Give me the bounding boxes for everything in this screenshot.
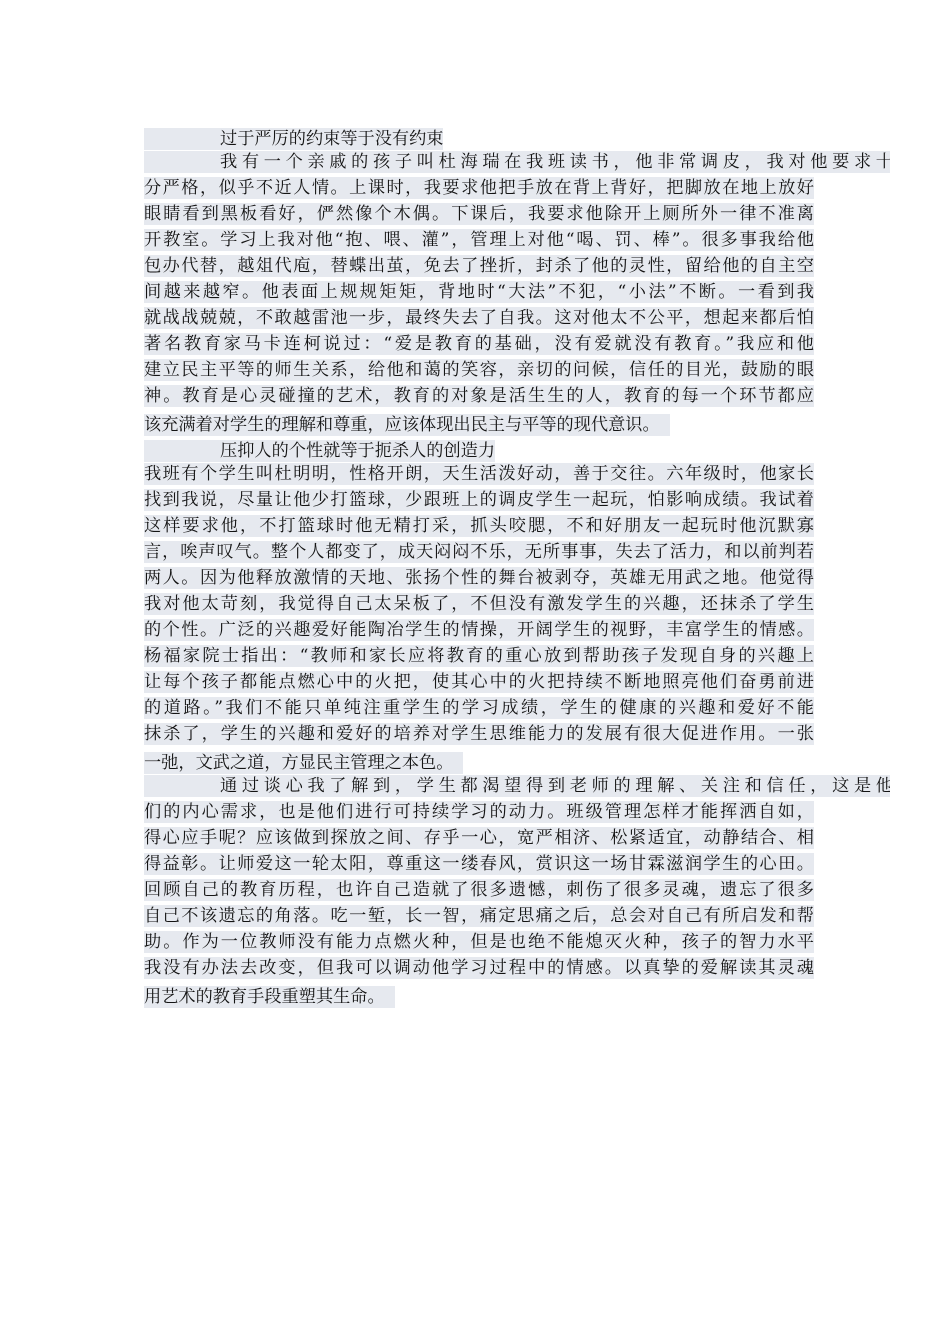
text-line-content: 自己不该遗忘的角落。吃一堑，长一智，痛定思痛之后，总会对自己有所启发和帮 bbox=[144, 906, 814, 926]
text-line bbox=[144, 229, 814, 255]
document-body bbox=[144, 125, 890, 1009]
text-line-content: 眼睛看到黑板看好，俨然像个木偶。下课后，我要求他除开上厕所外一律不准离 bbox=[144, 204, 814, 224]
text-line-content: 言，唉声叹气。整个人都变了，成天闷闷不乐，无所事事，失去了活力，和以前判若 bbox=[144, 542, 814, 562]
text-line bbox=[144, 697, 814, 723]
text-line bbox=[144, 515, 814, 541]
text-line bbox=[144, 983, 814, 1009]
text-line-content: 一弛，文武之道，方显民主管理之本色。 bbox=[144, 752, 463, 774]
text-line-content: 间越来越窄。他表面上规规矩矩，背地时“大法”不犯，“小法”不断。一看到我 bbox=[144, 282, 814, 302]
text-line bbox=[144, 775, 890, 801]
text-line-content: 找到我说，尽量让他少打篮球，少跟班上的调皮学生一起玩，怕影响成绩。我试着 bbox=[144, 490, 814, 510]
text-line bbox=[144, 567, 814, 593]
text-line bbox=[144, 411, 814, 437]
text-line bbox=[144, 151, 890, 177]
text-line-content: 建立民主平等的师生关系，给他和蔼的笑容，亲切的问候，信任的目光，鼓励的眼 bbox=[144, 360, 814, 380]
text-line bbox=[144, 853, 814, 879]
text-line bbox=[144, 671, 814, 697]
text-line-content: 我班有个学生叫杜明明，性格开朗，天生活泼好动，善于交往。六年级时，他家长 bbox=[144, 464, 814, 484]
text-line-content: 压抑人的个性就等于扼杀人的创造力 bbox=[144, 440, 495, 462]
text-line-content: 们的内心需求，也是他们进行可持续学习的动力。班级管理怎样才能挥洒自如， bbox=[144, 802, 814, 822]
text-line bbox=[144, 385, 814, 411]
text-line-content: 我没有办法去改变，但我可以调动他学习过程中的情感。以真挚的爱解读其灵魂 bbox=[144, 958, 814, 978]
text-line-content: 开教室。学习上我对他“抱、喂、灌”，管理上对他“喝、罚、棒”。很多事我给他 bbox=[144, 230, 814, 250]
text-line-content: 回顾自己的教育历程，也许自己造就了很多遗憾，刺伤了很多灵魂，遗忘了很多 bbox=[144, 880, 814, 900]
text-line bbox=[144, 255, 814, 281]
text-line bbox=[144, 203, 814, 229]
text-line bbox=[144, 333, 814, 359]
text-line bbox=[144, 749, 814, 775]
text-line bbox=[144, 281, 814, 307]
text-line-content: 助。作为一位教师没有能力点燃火种，但是也绝不能熄灭火种，孩子的智力水平 bbox=[144, 932, 814, 952]
text-line bbox=[144, 307, 814, 333]
text-line bbox=[144, 931, 814, 957]
text-line bbox=[144, 359, 814, 385]
text-line-content: 这样要求他，不打篮球时他无精打采，抓头咬腮，不和好朋友一起玩时他沉默寡 bbox=[144, 516, 814, 536]
text-line-content: 抹杀了，学生的兴趣和爱好的培养对学生思维能力的发展有很大促进作用。一张 bbox=[144, 724, 814, 744]
text-line bbox=[144, 905, 814, 931]
text-line-content: 我对他太苛刻，我觉得自己太呆板了，不但没有激发学生的兴趣，还抹杀了学生 bbox=[144, 594, 814, 614]
text-line-content: 通过谈心我了解到，学生都渴望得到老师的理解、关注和信任，这是他 bbox=[144, 775, 890, 797]
text-line-content: 用艺术的教育手段重塑其生命。 bbox=[144, 986, 395, 1008]
text-line-content: 让每个孩子都能点燃心中的火把，使其心中的火把持续不断地照亮他们奋勇前进 bbox=[144, 672, 814, 692]
text-line-content: 该充满着对学生的理解和尊重，应该体现出民主与平等的现代意识。 bbox=[144, 414, 670, 436]
text-line bbox=[144, 489, 814, 515]
text-line bbox=[144, 437, 814, 463]
text-line bbox=[144, 957, 814, 983]
text-line bbox=[144, 593, 814, 619]
text-line bbox=[144, 125, 814, 151]
text-line bbox=[144, 645, 814, 671]
text-line-content: 我有一个亲戚的孩子叫杜海瑞在我班读书，他非常调皮，我对他要求十 bbox=[144, 151, 890, 173]
text-line bbox=[144, 541, 814, 567]
text-line bbox=[144, 801, 814, 827]
text-line bbox=[144, 463, 814, 489]
text-line bbox=[144, 879, 814, 905]
text-line-content: 著名教育家马卡连柯说过：“爱是教育的基础，没有爱就没有教育。”我应和他 bbox=[144, 334, 814, 354]
text-line-content: 就战战兢兢，不敢越雷池一步，最终失去了自我。这对他太不公平，想起来都后怕 bbox=[144, 308, 814, 328]
text-line-content: 两人。因为他释放激情的天地、张扬个性的舞台被剥夺，英雄无用武之地。他觉得 bbox=[144, 568, 814, 588]
text-line bbox=[144, 619, 814, 645]
text-line-content: 得心应手呢？应该做到探放之间、存乎一心，宽严相济、松紧适宜，动静结合、相 bbox=[144, 828, 814, 848]
text-line-content: 包办代替，越俎代庖，替蝶出茧，免去了挫折，封杀了他的灵性，留给他的自主空 bbox=[144, 256, 814, 276]
text-line bbox=[144, 827, 814, 853]
text-line-content: 的道路。”我们不能只单纯注重学生的学习成绩，学生的健康的兴趣和爱好不能 bbox=[144, 698, 814, 718]
text-line-content: 过于严厉的约束等于没有约束 bbox=[144, 128, 443, 150]
text-line-content: 得益彰。让师爱这一轮太阳，尊重这一缕春风，赏识这一场甘霖滋润学生的心田。 bbox=[144, 854, 814, 874]
text-line-content: 分严格，似乎不近人情。上课时，我要求他把手放在背上背好，把脚放在地上放好 bbox=[144, 178, 814, 198]
text-line bbox=[144, 723, 814, 749]
text-line-content: 的个性。广泛的兴趣爱好能陶冶学生的情操，开阔学生的视野，丰富学生的情感。 bbox=[144, 620, 814, 640]
text-line bbox=[144, 177, 814, 203]
text-line-content: 杨福家院士指出：“教师和家长应将教育的重心放到帮助孩子发现自身的兴趣上 bbox=[144, 646, 814, 666]
text-line-content: 神。教育是心灵碰撞的艺术，教育的对象是活生生的人，教育的每一个环节都应 bbox=[144, 386, 814, 406]
